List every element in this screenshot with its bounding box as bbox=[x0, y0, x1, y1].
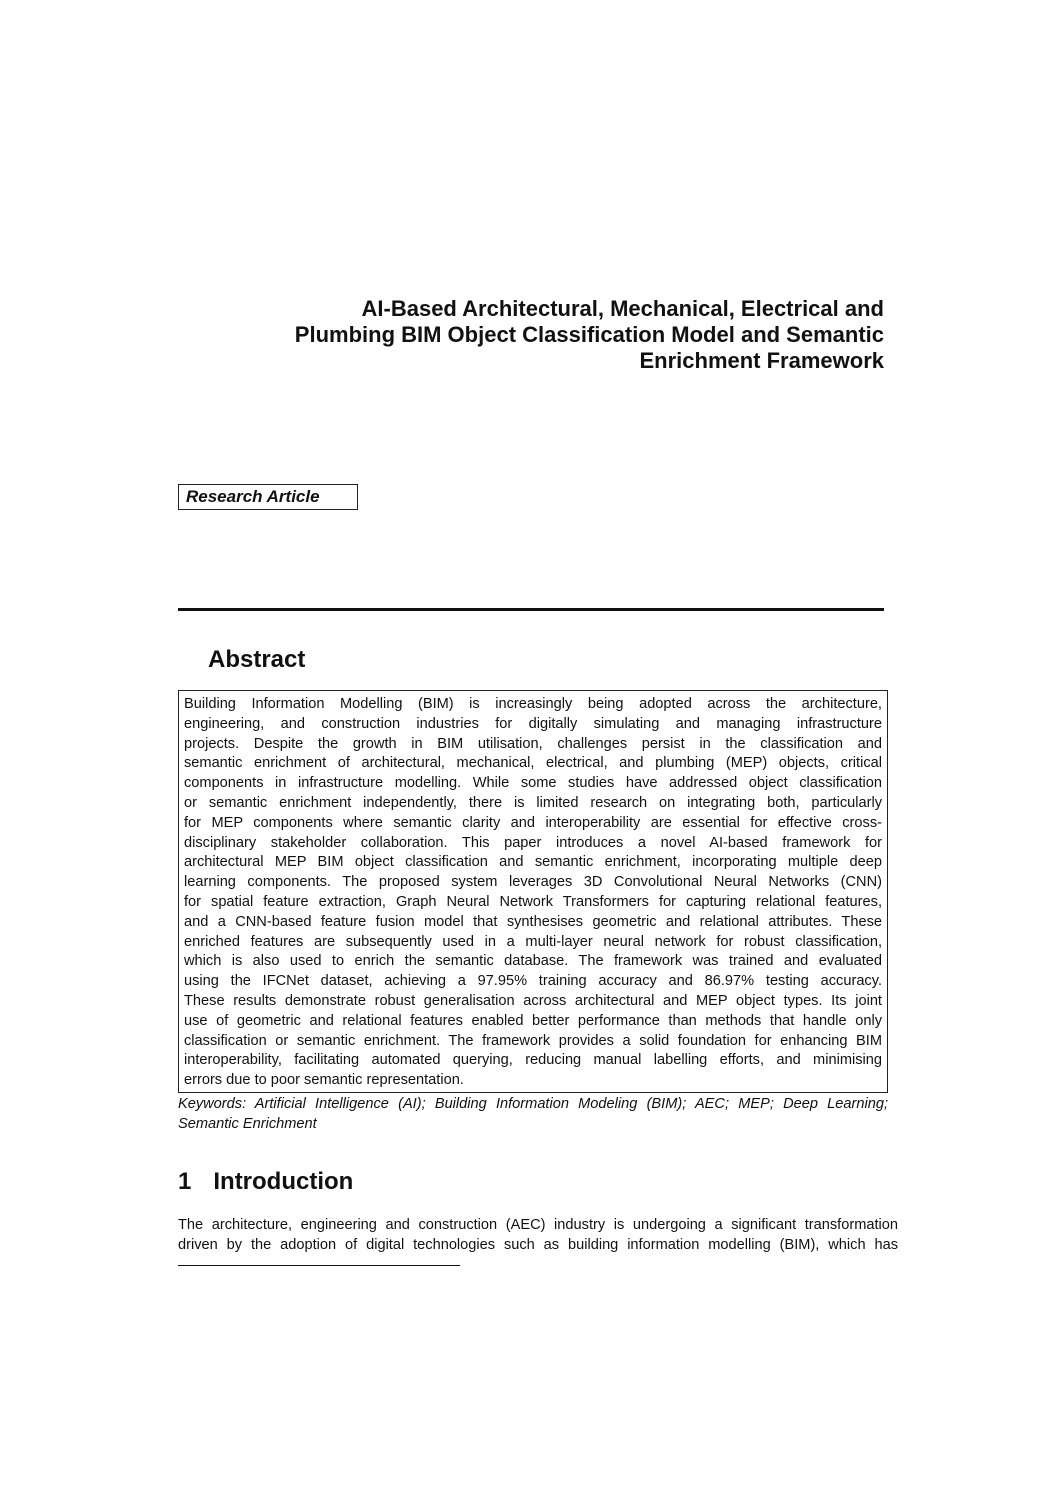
title-line: Enrichment Framework bbox=[639, 348, 884, 373]
abstract-line: for spatial feature extraction, Graph Neural Network Transformers for capturing relational features, bbox=[184, 893, 882, 910]
keywords bbox=[178, 1095, 888, 1135]
abstract-line: components in infrastructure modelling. While some studies have addressed object classification bbox=[184, 775, 882, 792]
section-title: Introduction bbox=[213, 1168, 354, 1195]
section-heading-introduction bbox=[178, 1168, 375, 1196]
abstract-line: interoperability, facilitating automated querying, reducing manual labelling efforts, and minimising bbox=[184, 1052, 882, 1069]
footnote-rule bbox=[178, 1265, 460, 1266]
section-number: 1 bbox=[178, 1168, 192, 1195]
abstract-line: errors due to poor semantic representation. bbox=[184, 1072, 464, 1089]
abstract-line: classification or semantic enrichment. The framework provides a solid foundation for enhancing BIM bbox=[184, 1032, 882, 1049]
abstract-line: using the IFCNet dataset, achieving a 97.95% training accuracy and 86.97% testing accuracy. bbox=[184, 973, 882, 990]
abstract-line: engineering, and construction industries for digitally simulating and managing infrastructure bbox=[184, 715, 882, 732]
abstract-line: for MEP components where semantic clarity and interoperability are essential for effective cross- bbox=[184, 814, 882, 831]
abstract-box bbox=[178, 690, 888, 1093]
abstract-line: or semantic enrichment independently, there is limited research on integrating both, particularly bbox=[184, 794, 882, 811]
body-line: The architecture, engineering and construction (AEC) industry is undergoing a significant transformation bbox=[178, 1217, 898, 1233]
abstract-line: enriched features are subsequently used in a multi-layer neural network for robust classification, bbox=[184, 933, 882, 950]
introduction-body bbox=[178, 1216, 898, 1256]
keywords-line: Keywords: Artificial Intelligence (AI); Building Information Modeling (BIM); AEC; MEP; Deep Learning; bbox=[178, 1096, 888, 1112]
abstract-line: semantic enrichment of architectural, mechanical, electrical, and plumbing (MEP) objects, critical bbox=[184, 755, 882, 772]
abstract-line: Building Information Modelling (BIM) is increasingly being adopted across the architecture, bbox=[184, 696, 882, 712]
section-divider bbox=[178, 608, 884, 611]
keywords-line: Semantic Enrichment bbox=[178, 1115, 317, 1132]
abstract-line: disciplinary stakeholder collaboration. This paper introduces a novel AI-based framework for bbox=[184, 834, 882, 851]
title-line: Plumbing BIM Object Classification Model and Semantic bbox=[294, 322, 884, 347]
abstract-line: learning components. The proposed system leverages 3D Convolutional Neural Networks (CNN) bbox=[184, 874, 882, 891]
title-line: AI-Based Architectural, Mechanical, Electrical and bbox=[361, 296, 884, 321]
article-type-badge: Research Article bbox=[178, 484, 358, 510]
abstract-line: and a CNN-based feature fusion model that synthesises geometric and relational attributes. These bbox=[184, 913, 882, 930]
paper-title bbox=[178, 296, 884, 374]
abstract-line: architectural MEP BIM object classification and semantic enrichment, incorporating multiple deep bbox=[184, 854, 882, 871]
abstract-heading: Abstract bbox=[208, 646, 306, 673]
abstract-line: projects. Despite the growth in BIM utilisation, challenges persist in the classification and bbox=[184, 735, 882, 752]
abstract-line: which is also used to enrich the semantic database. The framework was trained and evaluated bbox=[184, 953, 882, 970]
abstract-line: use of geometric and relational features enabled better performance than methods that handle only bbox=[184, 1012, 882, 1029]
abstract-line: These results demonstrate robust generalisation across architectural and MEP object types. Its joint bbox=[184, 992, 882, 1009]
body-line: driven by the adoption of digital technologies such as building information modelling (BIM), which has bbox=[178, 1236, 898, 1253]
